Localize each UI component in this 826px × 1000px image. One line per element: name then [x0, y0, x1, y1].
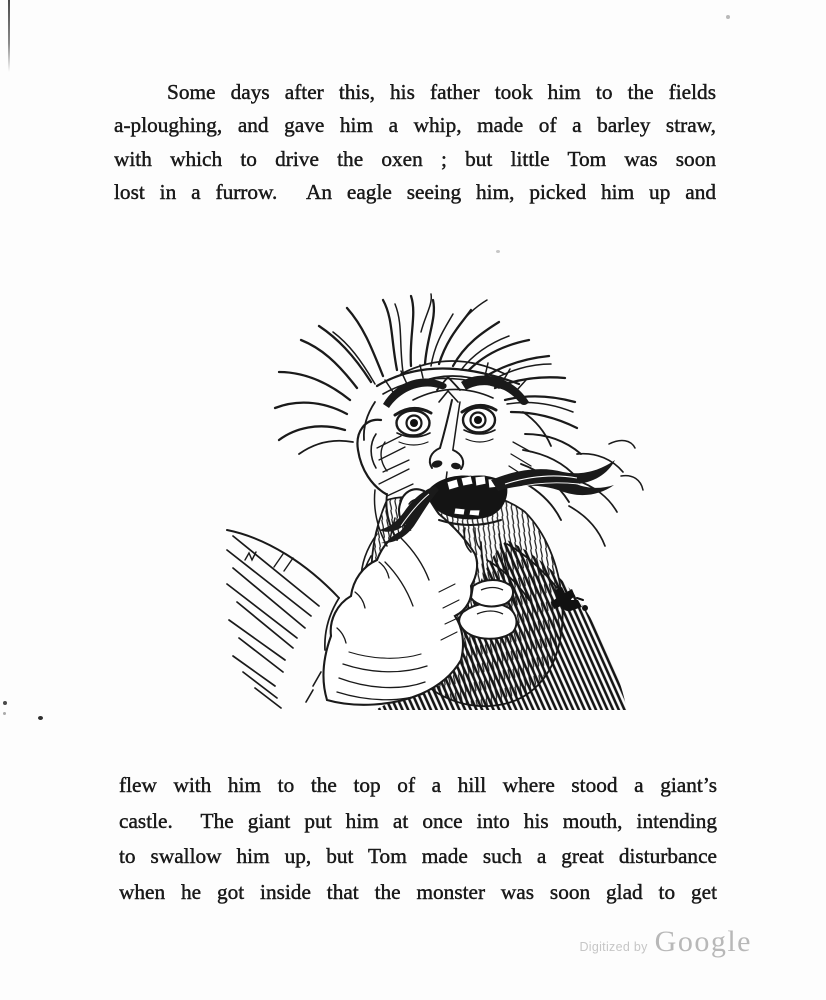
text-line: to swallow him up, but Tom made such a great disturbance: [119, 844, 717, 869]
text-line: castle. The giant put him at once into his mouth, intending: [119, 808, 717, 833]
scan-speck: [496, 250, 500, 253]
text-line: with which to drive the oxen ; but little Tom was soon: [114, 146, 716, 171]
artist-signature: [551, 587, 588, 611]
watermark-prefix: Digitized by: [579, 940, 648, 954]
text-line: when he got inside that the monster was soon glad to get: [119, 879, 717, 904]
scan-speck: [3, 701, 7, 705]
watermark: [579, 925, 752, 959]
text-line: lost in a furrow. An eagle seeing him, picked him up and: [114, 180, 716, 205]
paragraph-bottom: [119, 768, 717, 910]
nose: [430, 400, 463, 480]
google-logo: Google: [654, 925, 752, 958]
text-line: flew with him to the top of a hill where stood a giant’s: [119, 773, 717, 797]
scan-speck: [726, 15, 730, 19]
giant-face-drawing: [225, 292, 655, 712]
text-line: a-ploughing, and gave him a whip, made of a barley straw,: [114, 113, 716, 138]
paragraph-top: [114, 76, 716, 210]
giant-illustration: [225, 292, 655, 712]
scan-speck: [3, 712, 6, 715]
text-line: Some days after this, his father took him to the fields: [167, 80, 716, 104]
scan-edge-line: [8, 0, 10, 72]
scan-speck: [38, 716, 43, 720]
